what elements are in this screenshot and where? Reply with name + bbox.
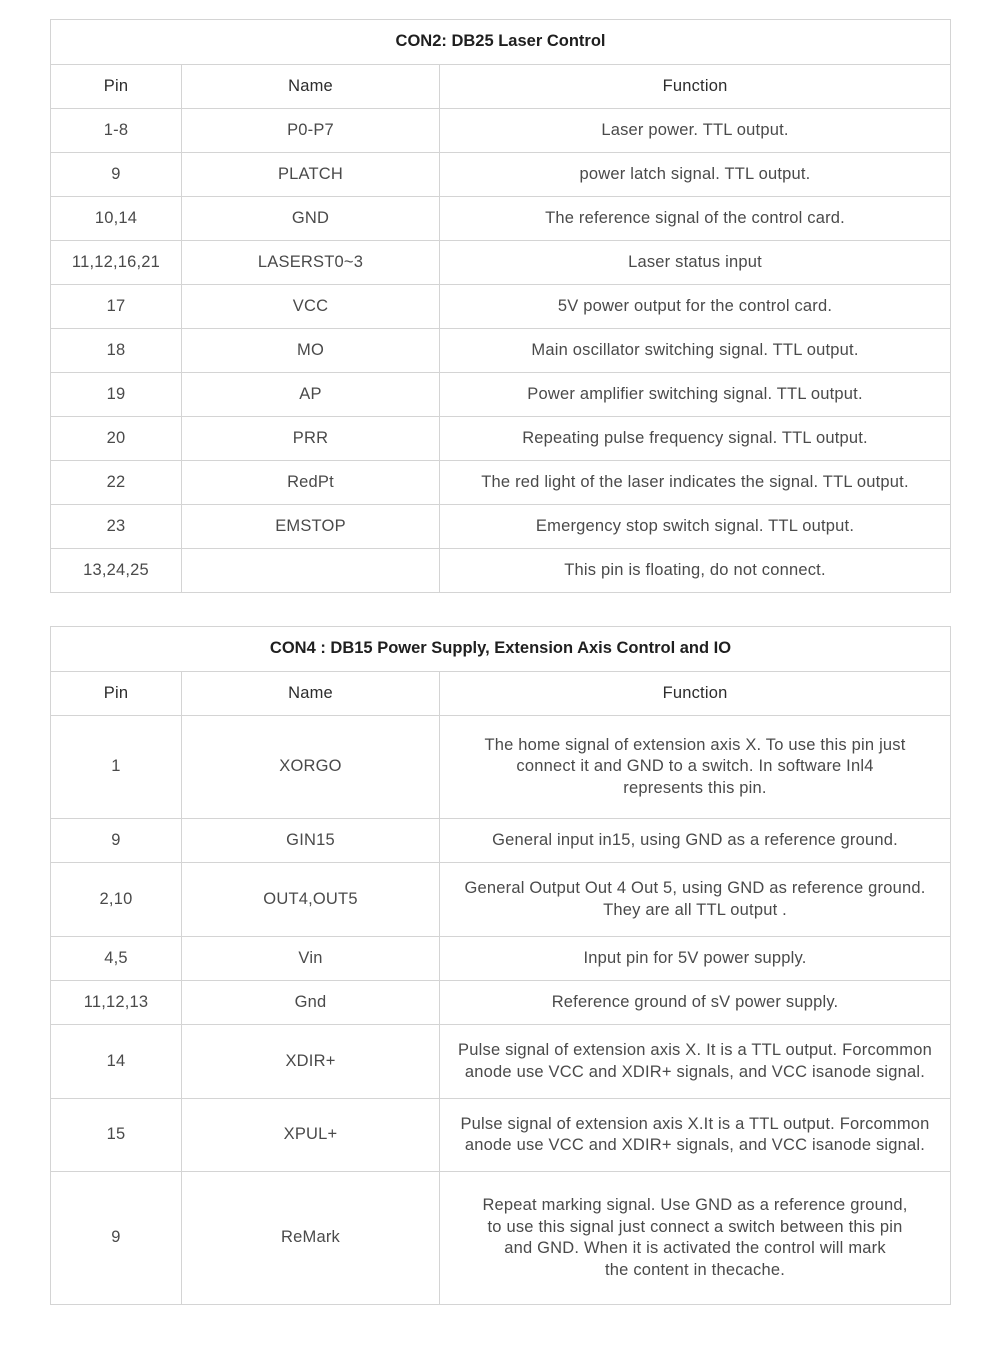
function-line: The home signal of extension axis X. To use this pin just (484, 735, 906, 754)
con4-title: CON4 : DB15 Power Supply, Extension Axis Control and IO (51, 627, 951, 672)
pin-cell: 23 (51, 505, 182, 549)
table-row (51, 417, 951, 461)
function-cell: The reference signal of the control card. (440, 197, 951, 241)
con4-header-name: Name (182, 672, 440, 716)
table-row (51, 329, 951, 373)
table-row (51, 461, 951, 505)
pin-cell: 10,14 (51, 197, 182, 241)
name-cell (182, 549, 440, 593)
table-row (51, 1099, 951, 1172)
pin-cell: 18 (51, 329, 182, 373)
function-line: Pulse signal of extension axis X. It is a TTL output. Forcommon (458, 1041, 932, 1059)
pin-cell: 14 (51, 1025, 182, 1099)
function-line: Repeat marking signal. Use GND as a reference ground, (482, 1196, 908, 1214)
table-row (51, 197, 951, 241)
table-row (51, 109, 951, 153)
name-cell: GIN15 (182, 819, 440, 863)
name-cell: MO (182, 329, 440, 373)
name-cell: EMSTOP (182, 505, 440, 549)
table-row (51, 1025, 951, 1099)
function-cell: Main oscillator switching signal. TTL output. (440, 329, 951, 373)
table-row (51, 549, 951, 593)
function-line: Input pin for 5V power supply. (583, 948, 807, 967)
name-cell: VCC (182, 285, 440, 329)
name-cell: ReMark (182, 1172, 440, 1305)
function-cell: This pin is floating, do not connect. (440, 549, 951, 593)
name-cell: XDIR+ (182, 1025, 440, 1099)
function-line: anode use VCC and XDIR+ signals, and VCC isanode signal. (464, 1062, 926, 1081)
name-cell: LASERST0~3 (182, 241, 440, 285)
name-cell: Vin (182, 937, 440, 981)
function-line: Reference ground of sV power supply. (551, 992, 839, 1011)
function-line: General input in15, using GND as a reference ground. (492, 830, 898, 849)
function-cell: Repeating pulse frequency signal. TTL output. (440, 417, 951, 461)
name-cell: XORGO (182, 716, 440, 819)
pin-cell: 9 (51, 1172, 182, 1305)
table-row (51, 937, 951, 981)
function-cell (440, 819, 951, 863)
con2-header-function: Function (440, 65, 951, 109)
name-cell: XPUL+ (182, 1099, 440, 1172)
pin-cell: 2,10 (51, 863, 182, 937)
name-cell: Gnd (182, 981, 440, 1025)
table-row (51, 153, 951, 197)
con2-title: CON2: DB25 Laser Control (51, 20, 951, 65)
con2-table (50, 19, 951, 593)
con2-header-row (51, 65, 951, 109)
pin-cell: 15 (51, 1099, 182, 1172)
pin-cell: 9 (51, 819, 182, 863)
con4-header-pin: Pin (51, 672, 182, 716)
table-row (51, 863, 951, 937)
function-cell (440, 981, 951, 1025)
pin-cell: 13,24,25 (51, 549, 182, 593)
function-cell: Laser power. TTL output. (440, 109, 951, 153)
table-row (51, 285, 951, 329)
function-line: represents this pin. (623, 778, 767, 797)
name-cell: AP (182, 373, 440, 417)
function-line: connect it and GND to a switch. In software Inl4 (516, 757, 874, 776)
pin-cell: 19 (51, 373, 182, 417)
pin-cell: 9 (51, 153, 182, 197)
name-cell: P0-P7 (182, 109, 440, 153)
function-line: Pulse signal of extension axis X.It is a TTL output. Forcommon (460, 1114, 930, 1133)
function-cell: Emergency stop switch signal. TTL output. (440, 505, 951, 549)
function-line: the content in thecache. (605, 1260, 786, 1279)
function-line: to use this signal just connect a switch between this pin (487, 1217, 903, 1236)
table-row (51, 981, 951, 1025)
con2-header-name: Name (182, 65, 440, 109)
function-cell: Power amplifier switching signal. TTL output. (440, 373, 951, 417)
function-cell (440, 1172, 951, 1305)
con2-header-pin: Pin (51, 65, 182, 109)
pin-cell: 4,5 (51, 937, 182, 981)
function-cell (440, 1025, 951, 1099)
con4-header-function: Function (440, 672, 951, 716)
name-cell: PRR (182, 417, 440, 461)
con4-header-row (51, 672, 951, 716)
name-cell: PLATCH (182, 153, 440, 197)
pin-cell: 11,12,13 (51, 981, 182, 1025)
function-line: They are all TTL output . (603, 900, 787, 919)
function-cell: power latch signal. TTL output. (440, 153, 951, 197)
name-cell: GND (182, 197, 440, 241)
name-cell: OUT4,OUT5 (182, 863, 440, 937)
pin-cell: 1 (51, 716, 182, 819)
function-cell: Laser status input (440, 241, 951, 285)
function-cell (440, 1099, 951, 1172)
function-cell: 5V power output for the control card. (440, 285, 951, 329)
table-row (51, 819, 951, 863)
function-line: General Output Out 4 Out 5, using GND as reference ground. (464, 879, 926, 897)
con4-table (50, 626, 951, 1305)
function-line: anode use VCC and XDIR+ signals, and VCC isanode signal. (464, 1136, 926, 1154)
function-cell: The red light of the laser indicates the signal. TTL output. (440, 461, 951, 505)
function-cell (440, 937, 951, 981)
function-cell (440, 863, 951, 937)
name-cell: RedPt (182, 461, 440, 505)
pin-cell: 11,12,16,21 (51, 241, 182, 285)
table-row (51, 1172, 951, 1305)
pin-cell: 1-8 (51, 109, 182, 153)
function-line: and GND. When it is activated the control will mark (504, 1239, 886, 1257)
pin-cell: 17 (51, 285, 182, 329)
table-row (51, 716, 951, 819)
table-row (51, 241, 951, 285)
pin-cell: 22 (51, 461, 182, 505)
pin-cell: 20 (51, 417, 182, 461)
table-row (51, 373, 951, 417)
function-cell (440, 716, 951, 819)
table-row (51, 505, 951, 549)
